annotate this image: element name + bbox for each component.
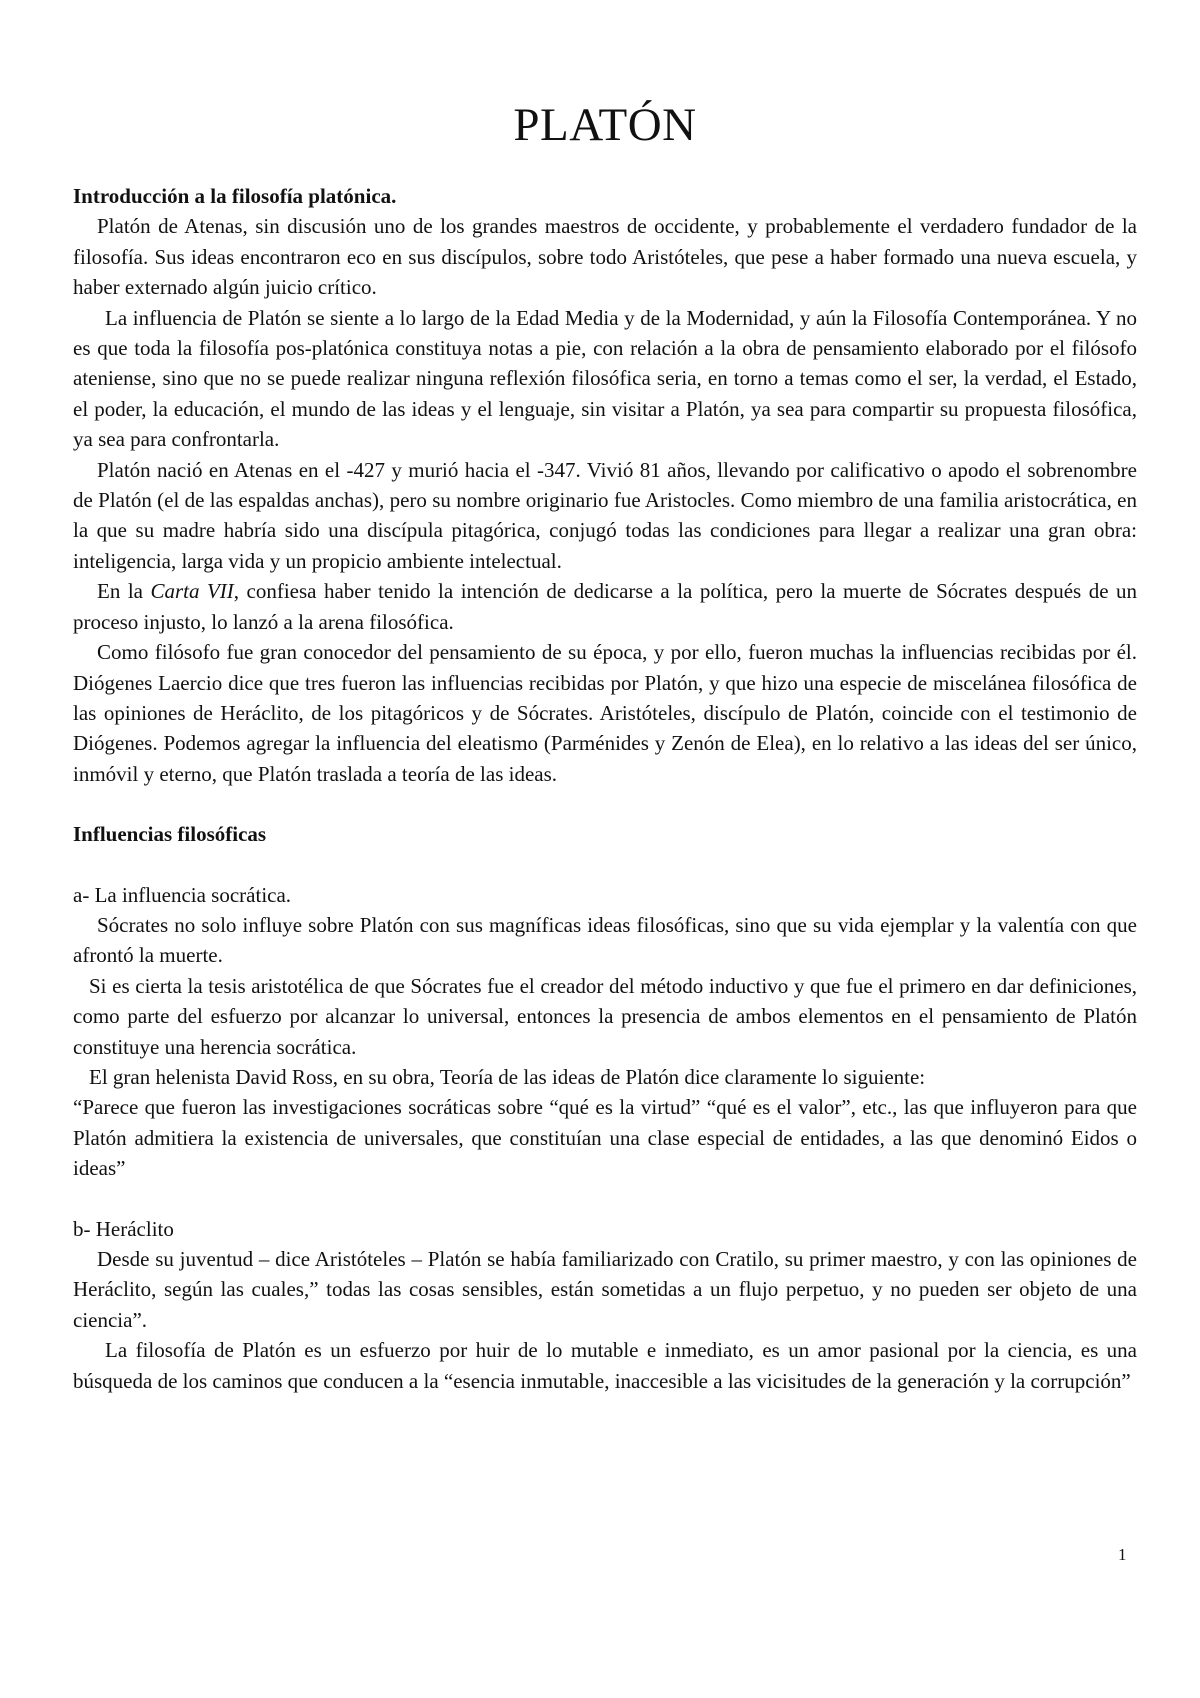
spacer bbox=[73, 850, 1137, 880]
section-heading-introduction: Introducción a la filosofía platónica. bbox=[73, 184, 397, 208]
work-title-italic: Carta VII bbox=[150, 579, 234, 604]
section-heading-influences: Influencias filosóficas bbox=[73, 822, 267, 847]
paragraph: El gran helenista David Ross, en su obra, Teoría de las ideas de Platón dice claramente lo siguiente: bbox=[89, 1064, 926, 1089]
subsection-title: a- La influencia socrática. bbox=[73, 882, 292, 907]
paragraph: Si es cierta la tesis aristotélica de que Sócrates fue el creador del método inductivo y que fue el primero en dar definiciones, como parte del esfuerzo por alcanzar lo universal, entonces la presencia de ambos elementos en el pensamiento de Platón constituye una herencia socrática. bbox=[73, 973, 1137, 1059]
spacer bbox=[73, 1184, 1137, 1214]
paragraph: La filosofía de Platón es un esfuerzo por huir de lo mutable e inmediato, es un amor pasional por la ciencia, es una búsqueda de los caminos que conducen a la “esencia inmutable, inaccesible a las vicisitudes de la generación y la corrupción” bbox=[73, 1338, 1137, 1393]
paragraph: Platón nació en Atenas en el -427 y murió hacia el -347. Vivió 81 años, llevando por calificativo o apodo el sobrenombre de Platón (el de las espaldas anchas), pero su nombre originario fue Aristocles. Como miembro de una familia aristocrática, en la que su madre habría sido una discípula pitagórica, conjugó todas las condiciones para llegar a realizar una gran obra: inteligencia, larga vida y un propicio ambiente intelectual. bbox=[73, 457, 1137, 573]
subsection-title: b- Heráclito bbox=[73, 1216, 174, 1241]
quotation: “Parece que fueron las investigaciones socráticas sobre “qué es la virtud” “qué es el valor”, etc., las que influyeron para que Platón admitiera la existencia de universales, que constituían una clase especial de entidades, a las que denominó Eidos o ideas” bbox=[73, 1095, 1137, 1181]
paragraph: Como filósofo fue gran conocedor del pensamiento de su época, y por ello, fueron muchas la influencias recibidas por él. Diógenes Laercio dice que tres fueron las influencias recibidas por Platón, y que hizo una especie de miscelánea filosófica de las opiniones de Heráclito, de los pitagóricos y de Sócrates. Aristóteles, discípulo de Platón, coincide con el testimonio de Diógenes. Podemos agregar la influencia del eleatismo (Parménides y Zenón de Elea), en lo relativo a las ideas del ser único, inmóvil y eterno, que Platón traslada a teoría de las ideas. bbox=[73, 640, 1137, 786]
paragraph: La influencia de Platón se siente a lo largo de la Edad Media y de la Modernidad, y aún la Filosofía Contemporánea. Y no es que toda la filosofía pos-platónica constituya notas a pie, con relación a la obra de pensamiento elaborado por el filósofo ateniense, sino que no se puede realizar ninguna reflexión filosófica seria, en torno a temas como el ser, la verdad, el Estado, el poder, la educación, el mundo de las ideas y el lenguaje, sin visitar a Platón, ya sea para compartir su propuesta filosófica, ya sea para confrontarla. bbox=[73, 305, 1137, 452]
text-run: , confiesa haber tenido la intención de dedicarse a la política, pero la muerte de Sócrates después de un proceso injusto, lo lanzó a la arena filosófica. bbox=[73, 579, 1138, 634]
paragraph: Sócrates no solo influye sobre Platón con sus magníficas ideas filosóficas, sino que su vida ejemplar y la valentía con que afrontó la muerte. bbox=[73, 912, 1137, 968]
paragraph bbox=[73, 576, 1137, 637]
page-number: 1 bbox=[1118, 1545, 1127, 1564]
paragraph: Desde su juventud – dice Aristóteles – Platón se había familiarizado con Cratilo, su primer maestro, y con las opiniones de Heráclito, según las cuales,” todas las cosas sensibles, están sometidas a un flujo perpetuo, y no pueden ser objeto de una ciencia”. bbox=[73, 1247, 1137, 1332]
text-run: En la bbox=[97, 579, 151, 604]
document-body bbox=[73, 181, 1137, 1396]
paragraph: Platón de Atenas, sin discusión uno de los grandes maestros de occidente, y probablemente el verdadero fundador de la filosofía. Sus ideas encontraron eco en sus discípulos, sobre todo Aristóteles, que pese a haber formado una nueva escuela, y haber externado algún juicio crítico. bbox=[73, 214, 1137, 300]
spacer bbox=[73, 789, 1137, 819]
page-title: PLATÓN bbox=[513, 99, 697, 151]
